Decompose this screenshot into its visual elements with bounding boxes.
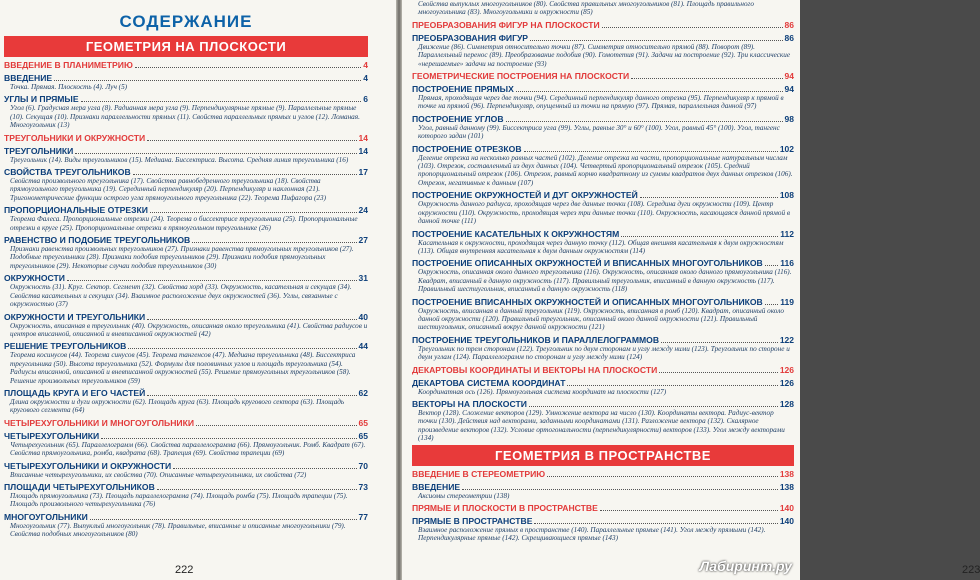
section-title: СВОЙСТВА ТРЕУГОЛЬНИКОВ [4,167,131,178]
section-topics: Угол, равный данному (99). Биссектриса угла (99). Углы, равные 30° и 60° (100). Угол, равный 45° (100). Угол, тангенс которого задан (101) [418,123,780,141]
chapter-title: ПРЯМЫЕ И ПЛОСКОСТИ В ПРОСТРАНСТВЕ [412,503,598,513]
chapter-entry[interactable] [412,365,794,375]
section-title: ЧЕТЫРЕХУГОЛЬНИКИ И ОКРУЖНОСТИ [4,460,172,471]
section-entry[interactable] [412,297,794,307]
section-entry[interactable] [412,399,794,409]
chapter-entry[interactable] [4,418,368,428]
section-title: ПЛОЩАДЬ КРУГА И ЕГО ЧАСТЕЙ [4,387,146,398]
leader-dots [547,476,778,477]
leader-dots [101,438,356,439]
section-page: 122 [779,334,794,345]
chapter-title: ВВЕДЕНИЕ В ПЛАНИМЕТРИЮ [4,60,133,70]
leader-dots [765,265,779,266]
toc-heading: СОДЕРЖАНИЕ [119,12,253,31]
leader-dots [192,242,356,243]
section-topics: Вписанные четырехугольники, их свойства (70). Описанные четырехугольники, их свойства (72) [10,470,307,479]
right-toc-list [412,0,794,543]
leader-dots [147,319,356,320]
leader-dots [147,395,356,396]
section-page: 102 [779,143,794,154]
chapter-page: 14 [358,132,368,143]
leader-dots [524,151,778,152]
section-title: ПОСТРОЕНИЕ ОПИСАННЫХ ОКРУЖНОСТЕЙ И ВПИСАННЫХ МНОГОУГОЛЬНИКОВ [412,258,763,269]
section-page: 62 [358,387,368,398]
section-topics: Многоугольник (77). Выпуклый многоугольник (78). Правильные, вписанные и описанные многоугольники (79). Свойства подобных многоугольников (80) [10,521,346,539]
leader-dots [173,468,356,469]
chapter-entry[interactable] [4,60,368,70]
leader-dots [600,510,778,511]
chapter-entry[interactable] [4,133,368,143]
section-topics: Свойства выпуклых многоугольников (80). Свойства правильных многоугольников (81). Площадь правильного многоугольника (83). Многоугольники и окружности (85) [418,0,754,17]
section-page: 4 [363,73,368,83]
section-page: 119 [780,296,794,307]
section-topics: Окружность (31). Круг. Сектор. Сегмент (32). Свойства хорд (33). Окружность, касательная и секущая (34). Свойства касательных и секущих (34). Взаимное расположение двух окружностей (36). Углы, связанные с окружностью (37) [10,283,352,309]
section-page: 108 [779,190,794,201]
section-entry[interactable] [4,94,368,104]
section-title: ЧЕТЫРЕХУГОЛЬНИКИ [4,430,100,441]
section-topics: Деление отрезка на несколько равных частей (102). Деление отрезка на части, пропорциональные натуральным числам (103). Отрезок, составленный из двух данных (104). Четвертый пропорциональный отрезок (105). Средний пропорциональный отрезок (106). Отрезок, равный корню квадратному из суммы квадратов двух данных отрезков (106). Отрезок, негативные к данным (107) [418,153,793,187]
leader-dots [534,523,777,524]
section-entry[interactable] [4,167,368,177]
section-topics: Вектор (128). Сложение векторов (129). Умножение вектора на число (130). Координаты вектора. Радиус-вектор точки (130). Действия над векторами, заданными координатами (131). Разложение вектора (132). Скалярное произведение векторов (132). Условие ортогональности (перпендикулярности) векторов (133). Угол между векторами (134) [418,408,785,443]
section-entry[interactable] [4,73,368,83]
leader-dots [529,406,778,407]
section-entry[interactable] [412,378,794,388]
section-page: 126 [779,377,794,388]
section-topics: Четырехугольник (65). Параллелограмм (66). Свойства параллелограмма (66). Прямоугольник. Ромб. Квадрат (67). Свойства прямоугольника, ромба, квадрата (68). Трапеция (69). Свойства трапеции (69) [10,440,366,458]
leader-dots [196,425,357,426]
section-page: 73 [358,481,368,492]
leader-dots [640,197,778,198]
leader-dots [462,489,778,490]
right-page [402,0,980,580]
section-title: РЕШЕНИЕ ТРЕУГОЛЬНИКОВ [4,341,127,352]
section-title: ПРЕОБРАЗОВАНИЯ ФИГУР [412,32,529,43]
leader-dots [67,280,357,281]
section-topics: Окружность, описанная около данного треугольника (116). Окружность, описанная около данного прямоугольника (116). Квадрат, вписанный в данную окружность (117). Правильный треугольник, вписанный в данную окружность (117). Правильный шестиугольник, вписанный в данную окружность (118) [418,268,792,294]
leader-dots [567,385,777,386]
section-title: ПОСТРОЕНИЕ ТРЕУГОЛЬНИКОВ И ПАРАЛЛЕЛОГРАММОВ [412,334,660,345]
leader-dots [506,121,783,122]
section-topics: Прямая, проходящая через две точки (94). Серединный перпендикуляр данного отрезка (95). Перпендикуляр к прямой в точке на прямой (96). Перпендикуляр, опущенный из точки на прямую (97). Прямая, параллельная данной (97) [418,94,784,111]
chapter-page: 4 [363,60,368,70]
section-title: ВВЕДЕНИЕ [412,481,461,492]
section-topics: Аксиомы стереометрии (138) [418,491,510,500]
section-entry[interactable] [4,273,368,283]
section-title: ПОСТРОЕНИЕ КАСАТЕЛЬНЫХ К ОКРУЖНОСТЯМ [412,228,620,239]
chapter-title: ГЕОМЕТРИЧЕСКИЕ ПОСТРОЕНИЯ НА ПЛОСКОСТИ [412,71,630,82]
section-entry[interactable] [4,341,368,351]
section-entry[interactable] [4,482,368,492]
section-entry[interactable] [4,512,368,522]
section-entry[interactable] [412,258,794,268]
chapter-page: 94 [784,71,794,82]
section-title: ОКРУЖНОСТИ [4,273,65,284]
leader-dots [135,67,361,68]
section-topics: Площадь прямоугольника (73). Площадь параллелограмма (74). Площадь ромба (75). Площадь трапеции (75). Площадь произвольного четырехугольника (76) [10,491,348,509]
section-entry[interactable] [412,335,794,345]
section-entry[interactable] [4,431,368,441]
chapter-title: ВВЕДЕНИЕ В СТЕРЕОМЕТРИЮ [412,468,546,479]
chapter-entry[interactable] [412,71,794,81]
leader-dots [90,519,357,520]
leader-dots [631,78,782,79]
section-title: ПОСТРОЕНИЕ ПРЯМЫХ [412,84,514,95]
section-topics: Свойства произвольного треугольника (17). Свойства равнобедренного треугольника (18). Свойства прямоугольного треугольника (19). Серединный перпендикуляр (20). Перпендикуляр и наклонная (21). Тригонометрические функции острого угла прямоугольного треугольника (22). Теорема Пифагора (23) [10,177,327,202]
leader-dots [661,342,778,343]
section-page: 44 [358,341,368,352]
section-page: 24 [358,205,368,216]
section-entry[interactable] [4,235,368,245]
section-entry[interactable] [4,388,368,398]
leader-dots [157,489,357,490]
section-topics: Теорема косинусов (44). Теорема синусов (45). Теорема тангенсов (47). Медиана треугольника (48). Биссектриса треугольника (50). Высота треугольника (52). Формулы для половинных углов и площадь треугольника (54). Радиусы вписанной, описанной и вневписанной окружностей (55). Решение прямоугольных треугольников (58). Решение произвольных треугольников (59) [10,351,356,385]
section-topics: Окружность, вписанная в данный треугольник (119). Окружность, вписанная в ромб (120). Квадрат, описанный около данной окружности (120). Правильный треугольник, описанный около данной окружности (121). Правильный шестиугольник, описанный вокруг данной окружности (121) [418,306,785,332]
section-topics: Точка. Прямая. Плоскость (4). Луч (5) [10,83,128,91]
section-page: 77 [358,511,368,522]
section-page: 98 [784,113,794,124]
section-topics: Координатная ось (126). Прямоугольная система координат на плоскости (127) [418,387,667,396]
section-title: ПОСТРОЕНИЕ ОКРУЖНОСТЕЙ И ДУГ ОКРУЖНОСТЕЙ [412,190,638,201]
section-page: 65 [358,430,368,441]
section-title: ПОСТРОЕНИЕ УГЛОВ [412,113,504,124]
section-topics: Угол (6). Градусная мера угла (8). Радианная мера угла (9). Перпендикулярные прямые (9). Параллельные прямые (10). Секущая (10). Признаки параллельности прямых (11). Свойства параллельных прямых и углов (12). Ломаная. Многоугольник (13) [10,104,360,130]
section-title: УГЛЫ И ПРЯМЫЕ [4,94,79,105]
leader-dots [128,348,356,349]
section-page: 128 [779,398,794,409]
right-page-number: 223 [962,564,980,576]
section-topics: Окружность, вписанная в треугольник (40). Окружность, описанная около треугольника (41). Свойства радиусов и центров вписанной, описанной и вневписанной окружностей (42) [10,321,368,338]
section-page: 6 [363,94,368,105]
section-title: ПОСТРОЕНИЕ ВПИСАННЫХ ОКРУЖНОСТЕЙ И ОПИСАННЫХ МНОГОУГОЛЬНИКОВ [412,296,763,307]
watermark: Лабиринт.ру [699,558,792,574]
section-page: 31 [358,273,368,284]
chapter-page: 126 [779,364,794,375]
section-page: 14 [358,145,368,156]
chapter-page: 86 [784,19,794,30]
section-title: ОКРУЖНОСТИ И ТРЕУГОЛЬНИКИ [4,311,146,322]
section-entry[interactable] [412,144,794,154]
chapter-page: 65 [358,417,368,428]
section-entry[interactable] [4,312,368,322]
section-entry[interactable] [4,461,368,471]
leader-dots [147,140,356,141]
section-topics: Касательная к окружности, проходящая через данную точку (112). Общая внешняя касательная к двум окружностям (113). Общая внутренняя касательная к двум данным окружностям (114) [418,238,784,255]
section-title: ПОСТРОЕНИЕ ОТРЕЗКОВ [412,143,522,154]
section-topics: Признаки равенства произвольных треугольников (27). Признаки равенства прямоугольных треугольников (27). Подобные треугольники (28). Признаки подобия треугольников (29). Признаки подобия прямоугольных треугольников (29). Некоторые случаи подобия треугольников (30) [10,245,354,270]
part-heading: ГЕОМЕТРИЯ В ПРОСТРАНСТВЕ [412,445,794,466]
chapter-page: 140 [779,503,794,513]
section-title: ВЕКТОРЫ НА ПЛОСКОСТИ [412,398,527,409]
leader-dots [602,27,783,28]
section-entry[interactable] [412,516,794,526]
leader-dots [81,101,362,102]
section-topics: Треугольник по трем сторонам (122). Треугольник по двум сторонам и углу между ними (123). Треугольник по стороне и двум углам (124). Параллелограмм по сторонам и углу между ними (124) [418,344,790,362]
section-entry[interactable] [412,229,794,239]
section-title: ТРЕУГОЛЬНИКИ [4,145,74,156]
section-page: 94 [784,84,794,95]
section-title: РАВЕНСТВО И ПОДОБИЕ ТРЕУГОЛЬНИКОВ [4,235,191,246]
left-toc-list [4,36,368,539]
section-title: ПРОПОРЦИОНАЛЬНЫЕ ОТРЕЗКИ [4,205,148,216]
chapter-entry[interactable] [412,503,794,513]
section-topics: Окружность данного радиуса, проходящая через две данные точки (108). Середина дуги окружности (109). Центр окружности (110). Окружность, проходящая через три данные точки (110). Окружность, касающаяся данной прямой в данной точке (111) [418,200,790,226]
leader-dots [765,304,779,305]
chapter-title: ТРЕУГОЛЬНИКИ И ОКРУЖНОСТИ [4,132,146,143]
section-page: 86 [784,32,794,43]
leader-dots [516,91,783,92]
section-entry[interactable] [412,190,794,200]
section-entry[interactable] [4,146,368,156]
left-page [0,0,396,580]
section-title: ПРЯМЫЕ В ПРОСТРАНСТВЕ [412,516,533,526]
section-title: ДЕКАРТОВА СИСТЕМА КООРДИНАТ [412,377,566,388]
chapter-title: ЧЕТЫРЕХУГОЛЬНИКИ И МНОГОУГОЛЬНИКИ [4,417,195,428]
section-topics: Теорема Фалеса. Пропорциональные отрезки (24). Теорема о биссектрисе треугольника (25). Пропорциональные отрезки в круге (25). Пропорциональные отрезки в прямоугольном треугольнике (26) [10,215,358,232]
section-page: 138 [779,481,794,492]
chapter-entry[interactable] [412,20,794,30]
chapter-page: 138 [779,468,794,479]
section-title: ВВЕДЕНИЕ [4,73,53,83]
leader-dots [133,174,357,175]
leader-dots [659,372,778,373]
section-page: 40 [358,311,368,322]
section-entry[interactable] [412,114,794,124]
left-page-number: 222 [175,564,194,576]
section-topics: Движение (86). Симметрия относительно точки (87). Симметрия относительно прямой (88). Поворот (89). Параллельный перенос (89). Преобразование подобия (90). Гомотетия (91). Задачи на построение (92). Три классические «нерешаемые» задачи на построение (93) [418,42,791,68]
section-topics: Длина окружности и дуги окружности (62). Площадь круга (63). Площадь кругового сектора (63). Площадь кругового сегмента (64) [10,397,345,415]
leader-dots [530,40,782,41]
section-page: 140 [779,516,794,526]
leader-dots [621,236,778,237]
section-entry[interactable] [4,205,368,215]
chapter-title: ПРЕОБРАЗОВАНИЯ ФИГУР НА ПЛОСКОСТИ [412,19,600,30]
section-topics: Треугольник (14). Виды треугольников (15). Медиана. Биссектриса. Высота. Средняя линия треугольника (16) [10,155,349,164]
section-title: ПЛОЩАДИ ЧЕТЫРЕХУГОЛЬНИКОВ [4,481,155,492]
chapter-title: ДЕКАРТОВЫ КООРДИНАТЫ И ВЕКТОРЫ НА ПЛОСКОСТИ [412,364,658,375]
section-page: 27 [358,235,368,246]
chapter-entry[interactable] [412,469,794,479]
leader-dots [75,153,356,154]
section-topics: Взаимное расположение прямых в пространстве (140). Параллельные прямые (141). Угол между прямыми (142). Перпендикулярные прямые (142). Скрещивающиеся прямые (143) [418,526,766,543]
leader-dots [54,80,361,81]
section-entry[interactable] [412,482,794,492]
section-page: 70 [358,460,368,471]
section-title: МНОГОУГОЛЬНИКИ [4,511,88,522]
section-page: 17 [358,167,368,178]
section-page: 112 [780,228,794,239]
leader-dots [150,212,357,213]
section-entry[interactable] [412,84,794,94]
part-heading: ГЕОМЕТРИЯ НА ПЛОСКОСТИ [4,36,368,57]
section-entry[interactable] [412,33,794,43]
section-page: 116 [780,258,794,269]
